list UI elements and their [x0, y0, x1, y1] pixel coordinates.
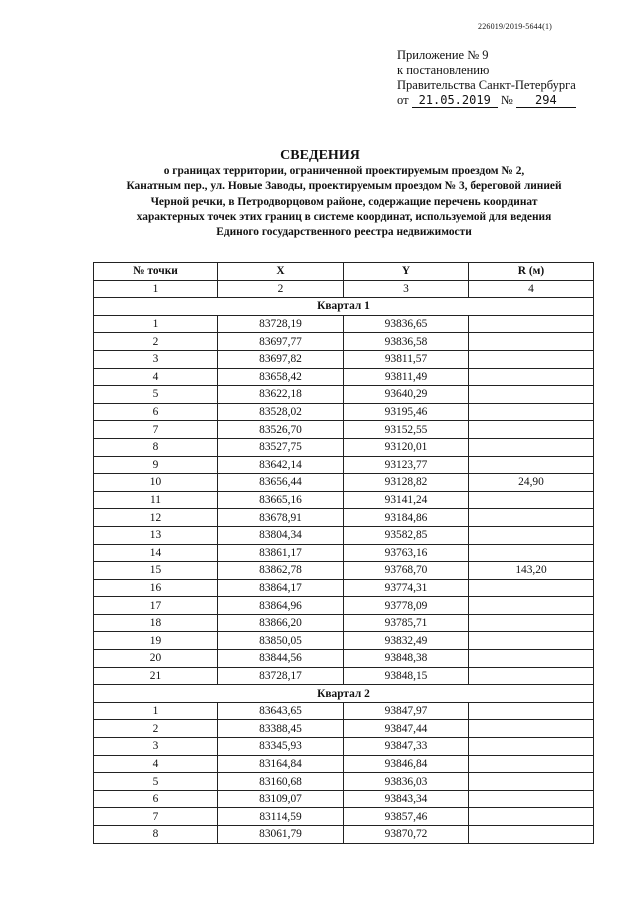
subtitle-line: о границах территории, ограниченной проектируемым проездом № 2, [163, 165, 525, 177]
cell-point-number: 16 [94, 579, 218, 597]
cell-point-number: 9 [94, 456, 218, 474]
cell-y: 93811,49 [344, 368, 469, 386]
table-row [94, 403, 594, 421]
cell-y: 93184,86 [344, 509, 469, 527]
cell-radius [469, 544, 594, 562]
table-row [94, 597, 594, 615]
cell-x: 83109,07 [218, 790, 344, 808]
document-number: 226019/2019-5644(1) [478, 22, 553, 31]
table-row [94, 333, 594, 351]
cell-point-number: 11 [94, 491, 218, 509]
header-point-number: № точки [94, 263, 218, 281]
cell-radius [469, 755, 594, 773]
table-row [94, 632, 594, 650]
cell-radius [469, 509, 594, 527]
cell-y: 93836,58 [344, 333, 469, 351]
cell-point-number: 7 [94, 421, 218, 439]
appendix-line-2: к постановлению [397, 63, 490, 77]
cell-y: 93836,65 [344, 315, 469, 333]
header-y: Y [344, 263, 469, 281]
cell-y: 93847,44 [344, 720, 469, 738]
cell-point-number: 20 [94, 650, 218, 668]
cell-radius [469, 456, 594, 474]
table-row [94, 315, 594, 333]
cell-x: 83160,68 [218, 773, 344, 791]
cell-radius [469, 350, 594, 368]
table-row [94, 562, 594, 580]
table-row [94, 667, 594, 685]
cell-x: 83528,02 [218, 403, 344, 421]
cell-y: 93847,33 [344, 738, 469, 756]
cell-point-number: 3 [94, 350, 218, 368]
cell-x: 83388,45 [218, 720, 344, 738]
cell-point-number: 1 [94, 315, 218, 333]
table-row [94, 491, 594, 509]
subtitle-line: Канатным пер., ул. Новые Заводы, проектируемым проездом № 3, береговой линией [126, 180, 562, 193]
cell-radius [469, 526, 594, 544]
document-title: СВЕДЕНИЯ [280, 148, 360, 163]
appendix-block [397, 48, 576, 108]
cell-y: 93640,29 [344, 386, 469, 404]
table-row [94, 421, 594, 439]
cell-x: 83526,70 [218, 421, 344, 439]
column-number: 3 [344, 280, 469, 298]
cell-x: 83164,84 [218, 755, 344, 773]
cell-radius [469, 386, 594, 404]
cell-point-number: 1 [94, 702, 218, 720]
cell-point-number: 14 [94, 544, 218, 562]
cell-radius [469, 333, 594, 351]
appendix-line-1: Приложение № 9 [397, 48, 489, 62]
cell-point-number: 4 [94, 368, 218, 386]
cell-point-number: 2 [94, 333, 218, 351]
cell-point-number: 5 [94, 386, 218, 404]
cell-x: 83665,16 [218, 491, 344, 509]
subtitle-line: Черной речки, в Петродворцовом районе, содержащие перечень координат [150, 195, 538, 208]
header-radius: R (м) [469, 263, 594, 281]
cell-radius [469, 421, 594, 439]
subtitle-line: характерных точек этих границ в системе координат, используемой для ведения [136, 210, 552, 223]
cell-x: 83866,20 [218, 614, 344, 632]
document-subtitle [104, 164, 584, 240]
table-row [94, 368, 594, 386]
cell-point-number: 21 [94, 667, 218, 685]
cell-point-number: 19 [94, 632, 218, 650]
cell-x: 83862,78 [218, 562, 344, 580]
cell-radius [469, 403, 594, 421]
cell-y: 93832,49 [344, 632, 469, 650]
table-row [94, 509, 594, 527]
cell-point-number: 18 [94, 614, 218, 632]
cell-radius [469, 738, 594, 756]
column-number: 4 [469, 280, 594, 298]
table-row [94, 738, 594, 756]
cell-radius [469, 667, 594, 685]
table-row [94, 702, 594, 720]
header-x: X [218, 263, 344, 281]
table-row [94, 456, 594, 474]
table-row [94, 614, 594, 632]
section-title: Квартал 2 [94, 685, 594, 703]
cell-radius [469, 632, 594, 650]
coordinates-table [93, 262, 594, 844]
cell-radius [469, 597, 594, 615]
cell-point-number: 15 [94, 562, 218, 580]
table-row [94, 474, 594, 492]
table-row [94, 755, 594, 773]
table-row [94, 579, 594, 597]
table-row [94, 650, 594, 668]
table-row [94, 544, 594, 562]
cell-radius [469, 720, 594, 738]
cell-point-number: 8 [94, 826, 218, 844]
cell-y: 93763,16 [344, 544, 469, 562]
cell-x: 83061,79 [218, 826, 344, 844]
cell-x: 83697,82 [218, 350, 344, 368]
cell-x: 83850,05 [218, 632, 344, 650]
number-prefix: № [500, 93, 513, 107]
table-row [94, 773, 594, 791]
cell-y: 93195,46 [344, 403, 469, 421]
cell-x: 83678,91 [218, 509, 344, 527]
column-number: 2 [218, 280, 344, 298]
column-number: 1 [94, 280, 218, 298]
cell-radius [469, 650, 594, 668]
cell-y: 93120,01 [344, 438, 469, 456]
cell-y: 93141,24 [344, 491, 469, 509]
cell-point-number: 10 [94, 474, 218, 492]
cell-point-number: 13 [94, 526, 218, 544]
table-header-row [94, 263, 594, 281]
cell-x: 83864,96 [218, 597, 344, 615]
cell-radius [469, 614, 594, 632]
cell-radius [469, 491, 594, 509]
cell-x: 83728,17 [218, 667, 344, 685]
cell-x: 83864,17 [218, 579, 344, 597]
table-row [94, 350, 594, 368]
table-row [94, 826, 594, 844]
cell-x: 83642,14 [218, 456, 344, 474]
cell-y: 93123,77 [344, 456, 469, 474]
cell-x: 83643,65 [218, 702, 344, 720]
cell-radius [469, 702, 594, 720]
cell-radius [469, 368, 594, 386]
cell-x: 83728,19 [218, 315, 344, 333]
table-row [94, 386, 594, 404]
cell-point-number: 2 [94, 720, 218, 738]
cell-y: 93582,85 [344, 526, 469, 544]
cell-radius: 24,90 [469, 474, 594, 492]
cell-y: 93836,03 [344, 773, 469, 791]
cell-x: 83697,77 [218, 333, 344, 351]
cell-radius [469, 826, 594, 844]
table-body [94, 298, 594, 843]
cell-y: 93774,31 [344, 579, 469, 597]
cell-y: 93768,70 [344, 562, 469, 580]
column-numbers-row [94, 280, 594, 298]
cell-point-number: 6 [94, 790, 218, 808]
section-title: Квартал 1 [94, 298, 594, 316]
appendix-date-row [397, 93, 576, 108]
cell-x: 83622,18 [218, 386, 344, 404]
section-header-row [94, 298, 594, 316]
cell-point-number: 5 [94, 773, 218, 791]
cell-y: 93843,34 [344, 790, 469, 808]
cell-radius [469, 579, 594, 597]
table-row [94, 438, 594, 456]
cell-point-number: 12 [94, 509, 218, 527]
section-header-row [94, 685, 594, 703]
cell-radius [469, 438, 594, 456]
table-row [94, 720, 594, 738]
cell-x: 83658,42 [218, 368, 344, 386]
table-row [94, 526, 594, 544]
cell-x: 83345,93 [218, 738, 344, 756]
table-row [94, 790, 594, 808]
cell-x: 83804,34 [218, 526, 344, 544]
cell-x: 83527,75 [218, 438, 344, 456]
cell-y: 93152,55 [344, 421, 469, 439]
cell-y: 93778,09 [344, 597, 469, 615]
cell-x: 83861,17 [218, 544, 344, 562]
cell-point-number: 4 [94, 755, 218, 773]
cell-point-number: 7 [94, 808, 218, 826]
cell-point-number: 3 [94, 738, 218, 756]
cell-y: 93870,72 [344, 826, 469, 844]
cell-point-number: 17 [94, 597, 218, 615]
cell-radius: 143,20 [469, 562, 594, 580]
date-prefix: от [397, 93, 409, 107]
cell-point-number: 8 [94, 438, 218, 456]
cell-y: 93811,57 [344, 350, 469, 368]
cell-y: 93785,71 [344, 614, 469, 632]
cell-radius [469, 808, 594, 826]
subtitle-line: Единого государственного реестра недвижимости [216, 226, 472, 239]
resolution-number: 294 [516, 94, 576, 108]
cell-y: 93847,97 [344, 702, 469, 720]
cell-radius [469, 773, 594, 791]
cell-y: 93857,46 [344, 808, 469, 826]
cell-y: 93128,82 [344, 474, 469, 492]
cell-point-number: 6 [94, 403, 218, 421]
cell-y: 93848,38 [344, 650, 469, 668]
cell-radius [469, 315, 594, 333]
cell-y: 93848,15 [344, 667, 469, 685]
resolution-date: 21.05.2019 [412, 94, 498, 108]
cell-x: 83844,56 [218, 650, 344, 668]
cell-radius [469, 790, 594, 808]
cell-x: 83114,59 [218, 808, 344, 826]
table-row [94, 808, 594, 826]
cell-x: 83656,44 [218, 474, 344, 492]
cell-y: 93846,84 [344, 755, 469, 773]
appendix-line-3: Правительства Санкт-Петербурга [397, 78, 576, 92]
